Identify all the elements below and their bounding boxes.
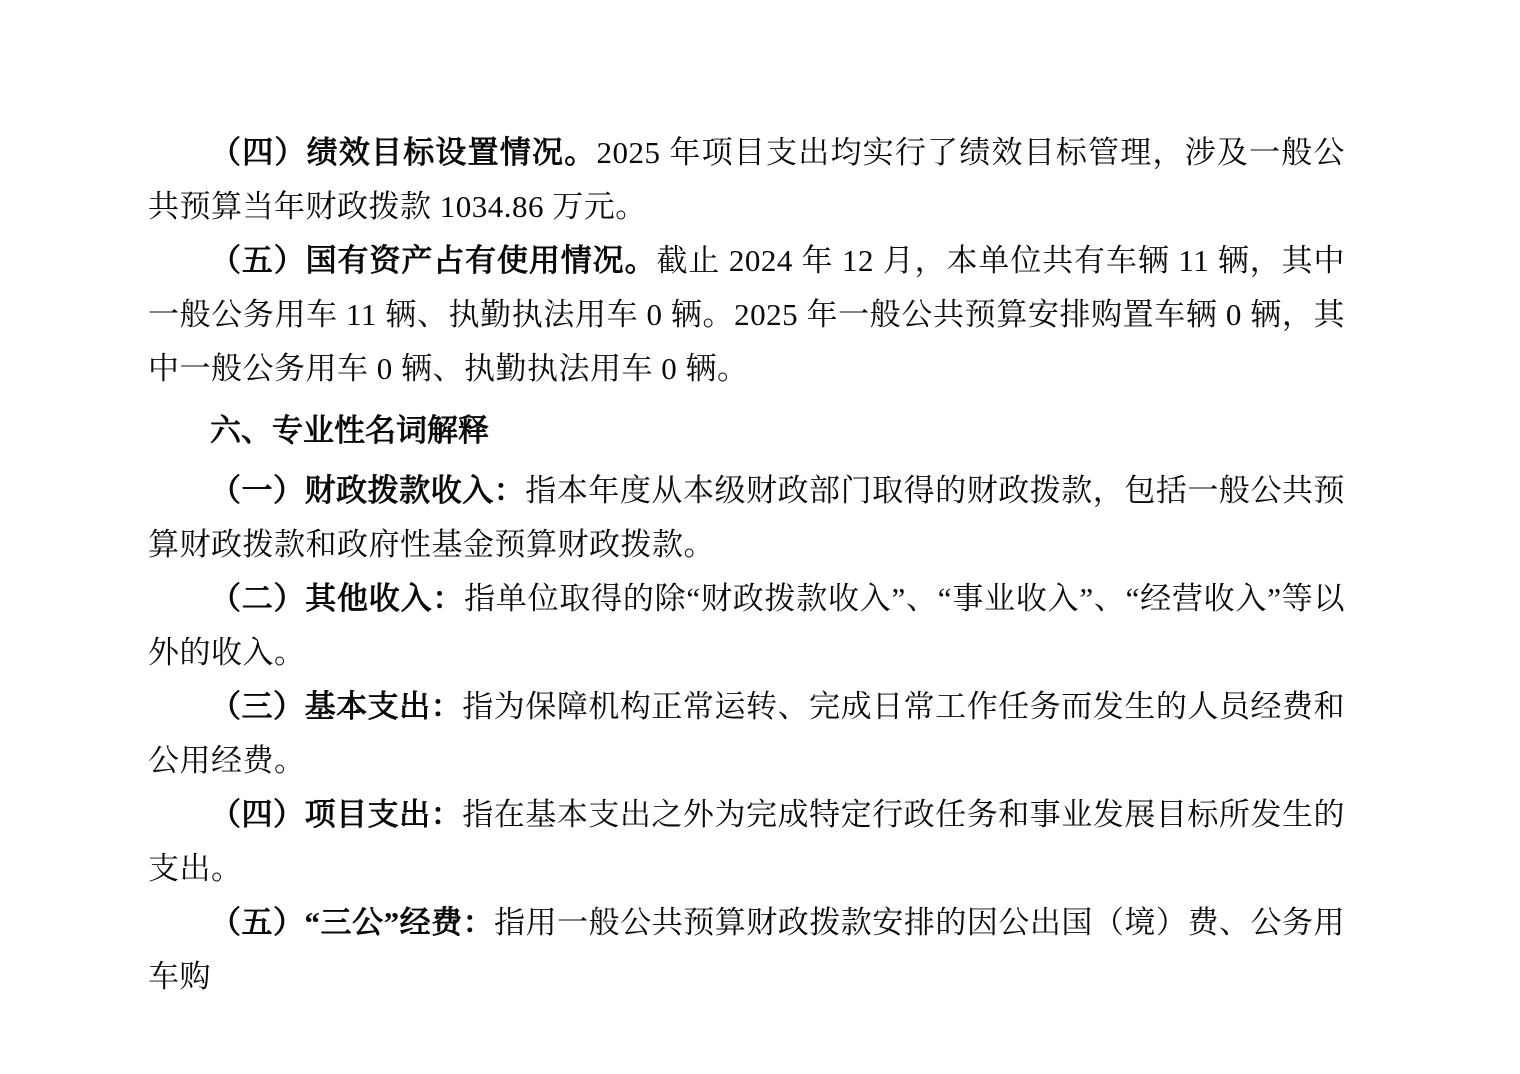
paragraph-text: 截止 2024 年 12 月，本单位共有车辆 11 辆，其中一般公务用车 11 辆、执勤执法用车 0 辆。2025 年一般公共预算安排购置车辆 0 辆，其中一般公务用车 0 辆、执勤执法用车 0 辆。 bbox=[148, 243, 1346, 386]
paragraph-text: 2025 年项目支出均实行了绩效目标管理，涉及一般公共预算当年财政拨款 1034.86 万元。 bbox=[148, 135, 1346, 224]
paragraph-term-project-expenditure bbox=[148, 788, 1345, 896]
paragraph-performance-targets bbox=[148, 126, 1345, 234]
paragraph-text: 指本年度从本级财政部门取得的财政拨款，包括一般公共预算财政拨款和政府性基金预算财政拨款。 bbox=[148, 473, 1346, 562]
paragraph-text: 指单位取得的除“财政拨款收入”、“事业收入”、“经营收入”等以外的收入。 bbox=[148, 581, 1345, 670]
paragraph-lead: （四）绩效目标设置情况。 bbox=[210, 135, 597, 170]
document-text-block bbox=[148, 126, 1345, 1004]
paragraph-lead: （二）其他收入： bbox=[210, 581, 465, 616]
section-heading-terminology: 六、专业性名词解释 bbox=[210, 413, 489, 448]
paragraph-term-basic-expenditure bbox=[148, 680, 1345, 788]
paragraph-state-assets bbox=[148, 234, 1345, 396]
paragraph-lead: （三）基本支出： bbox=[210, 689, 463, 724]
paragraph-lead: （五）国有资产占有使用情况。 bbox=[210, 243, 657, 278]
paragraph-text: 指用一般公共预算财政拨款安排的因公出国（境）费、公务用车购 bbox=[148, 905, 1345, 994]
paragraph-term-other-income bbox=[148, 572, 1345, 680]
paragraph-lead: （四）项目支出： bbox=[210, 797, 463, 832]
paragraph-text: 指在基本支出之外为完成特定行政任务和事业发展目标所发生的支出。 bbox=[148, 797, 1346, 886]
paragraph-term-three-public-funds bbox=[148, 896, 1345, 1004]
paragraph-text: 指为保障机构正常运转、完成日常工作任务而发生的人员经费和公用经费。 bbox=[148, 689, 1346, 778]
paragraph-term-fiscal-income bbox=[148, 464, 1345, 572]
paragraph-lead: （一）财政拨款收入： bbox=[210, 473, 526, 508]
paragraph-lead: （五）“三公”经费： bbox=[210, 905, 495, 940]
